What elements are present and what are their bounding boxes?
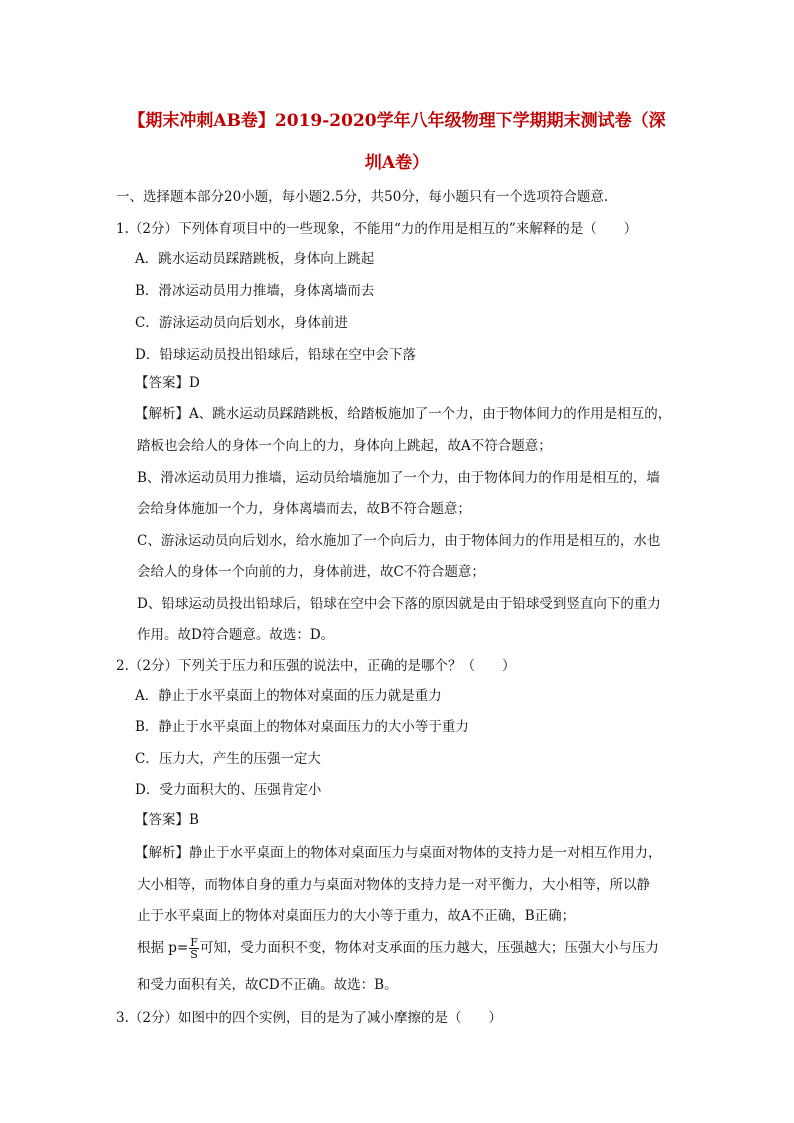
analysis-line: 会给人的身体一个向前的力，身体前进，故C不符合题意； — [137, 564, 485, 580]
analysis-line: 踏板也会给人的身体一个向上的力，身体向上跳起，故A不符合题意； — [137, 438, 552, 454]
analysis-line: 会给身体施加一个力，身体离墙而去，故B不符合题意； — [137, 501, 471, 517]
analysis-line: D、铅球运动员投出铅球后，铅球在空中会下落的原因就是由于铅球受到竖直向下的重力 — [137, 596, 661, 612]
formula-suffix: 可知，受力面积不变，物体对支承面的压力越大，压强越大；压强大小与压力 — [199, 940, 659, 956]
answer: 【答案】B — [135, 812, 199, 828]
fraction-denominator: S — [190, 948, 198, 961]
analysis-line: 【解析】静止于水平桌面上的物体对桌面压力与桌面对物体的支持力是一对相互作用力， — [135, 845, 662, 861]
title-line-2: 圳A卷） — [364, 153, 430, 173]
option-d: D．铅球运动员投出铅球后，铅球在空中会下落 — [135, 347, 416, 363]
option-c: C．游泳运动员向后划水，身体前进 — [135, 315, 348, 331]
option-a: A．跳水运动员踩踏跳板，身体向上跳起 — [135, 251, 375, 267]
analysis-line: 和受力面积有关，故CD不正确。故选：B。 — [137, 977, 398, 993]
option-c: C．压力大，产生的压强一定大 — [135, 751, 321, 767]
option-a: A．静止于水平桌面上的物体对桌面的压力就是重力 — [135, 688, 442, 704]
option-b: B．静止于水平桌面上的物体对桌面压力的大小等于重力 — [135, 719, 469, 735]
analysis-line: B、滑冰运动员用力推墙，运动员给墙施加了一个力，由于物体间力的作用是相互的，墙 — [137, 470, 660, 486]
question-stem: 1.（2分）下列体育项目中的一些现象，不能用“力的作用是相互的”来解释的是（ ） — [116, 221, 638, 237]
option-b: B．滑冰运动员用力推墙，身体离墙而去 — [135, 283, 375, 299]
formula-line — [137, 937, 659, 960]
analysis-line: 【解析】A、跳水运动员踩踏跳板，给踏板施加了一个力，由于物体间力的作用是相互的， — [135, 406, 672, 422]
pressure-fraction — [189, 937, 199, 960]
question-stem: 2.（2分）下列关于压力和压强的说法中，正确的是哪个？（ ） — [116, 658, 516, 674]
analysis-line: 大小相等，而物体自身的重力与桌面对物体的支持力是一对平衡力，大小相等，所以静 — [137, 877, 650, 893]
fraction-numerator: F — [190, 936, 198, 949]
answer: 【答案】D — [135, 375, 200, 391]
formula-prefix: 根据 p= — [137, 940, 189, 956]
analysis-line: 作用。故D符合题意。故选：D。 — [137, 627, 335, 643]
title-line-1: 【期末冲刺AB卷】2019-2020学年八年级物理下学期期末测试卷（深 — [128, 111, 666, 131]
option-d: D．受力面积大的、压强肯定小 — [135, 782, 322, 798]
question-stem: 3.（2分）如图中的四个实例，目的是为了减小摩擦的是（ ） — [116, 1010, 502, 1026]
analysis-line: 止于水平桌面上的物体对桌面压力的大小等于重力，故A不正确，B正确； — [137, 908, 576, 924]
analysis-line: C、游泳运动员向后划水，给水施加了一个向后力，由于物体间力的作用是相互的，水也 — [137, 533, 661, 549]
section-heading: 一、选择题本部分20小题，每小题2.5分，共50分，每小题只有一个选项符合题意. — [116, 189, 609, 205]
